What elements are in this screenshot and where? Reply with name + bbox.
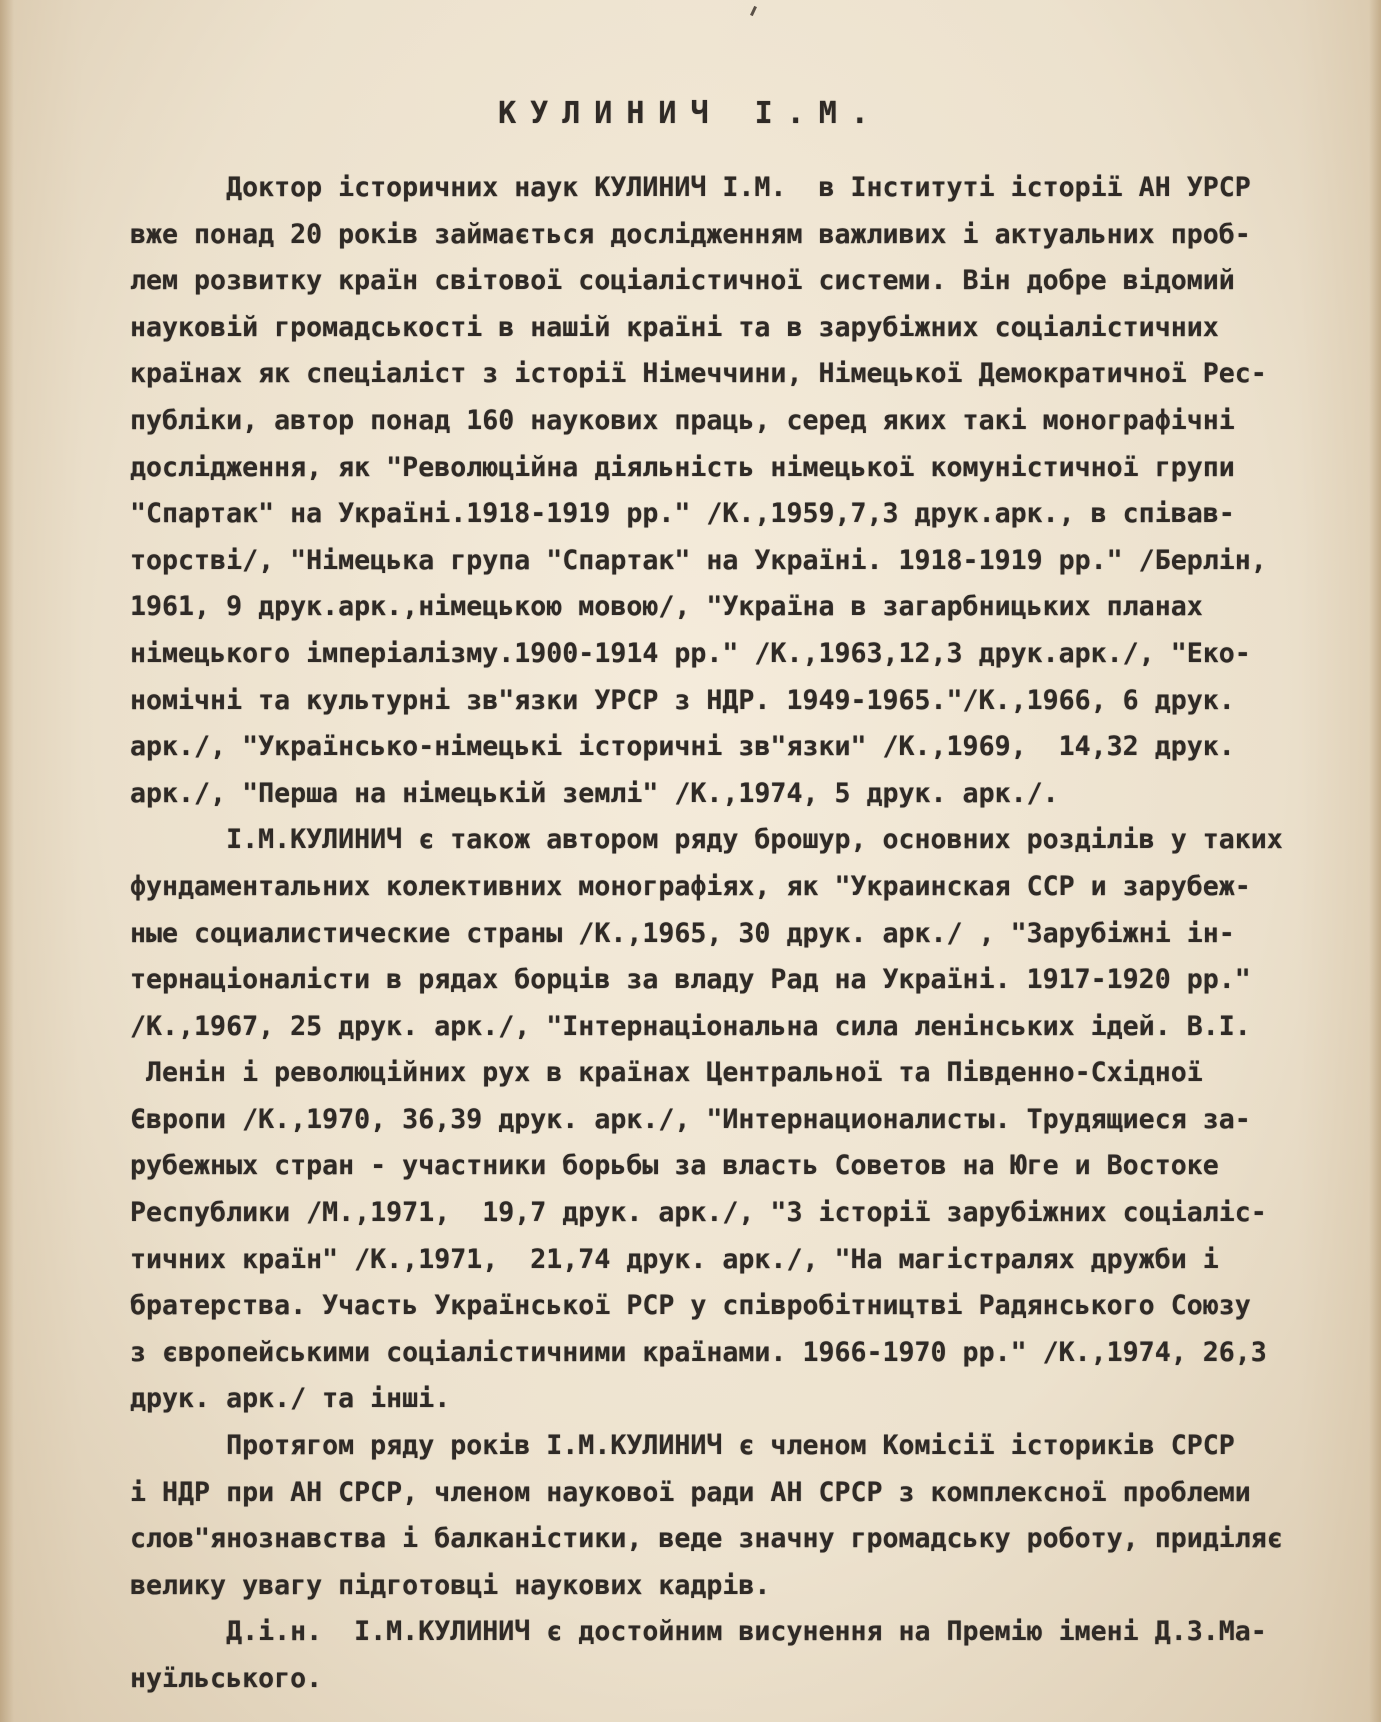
text-line: з європейськими соціалістичними країнами. 1966-1970 рр." /К.,1974, 26,3 [130, 1336, 1267, 1368]
text-line: торстві/, "Німецька група "Спартак" на Україні. 1918-1919 рр." /Берлін, [130, 544, 1267, 576]
text-line: арк./, "Перша на німецькій землі" /К.,1974, 5 друк. арк./. [130, 777, 1059, 809]
text-line: тернаціоналісти в рядах борців за владу Рад на Україні. 1917-1920 рр." [130, 964, 1251, 996]
text-line: публіки, автор понад 160 наукових праць, серед яких такі монографічні [130, 404, 1235, 436]
text-line: Європи /К.,1970, 36,39 друк. арк./, "Интернационалисты. Трудящиеся за- [130, 1103, 1251, 1135]
text-line: братерства. Участь Української РСР у співробітництві Радянського Союзу [130, 1290, 1251, 1322]
text-line: І.М.КУЛИНИЧ є також автором ряду брошур, основних розділів у таких [130, 824, 1283, 856]
paper-left-edge-shadow [0, 0, 14, 1722]
text-line: велику увагу підготовці наукових кадрів. [130, 1569, 771, 1601]
text-line: і НДР при АН СРСР, членом наукової ради АН СРСР з комплексної проблеми [130, 1476, 1251, 1508]
text-line: країнах як спеціаліст з історії Німеччини, Німецької Демократичної Рес- [130, 358, 1267, 390]
text-line: науковій громадськості в нашій країні та в зарубіжних соціалістичних [130, 311, 1219, 343]
text-line: 1961, 9 друк.арк.,німецькою мовою/, "Україна в загарбницьких планах [130, 591, 1203, 623]
text-line: Протягом ряду років І.М.КУЛИНИЧ є членом Комісії істориків СРСР [130, 1430, 1235, 1462]
text-line: тичних країн" /К.,1971, 21,74 друк. арк./, "На магістралях дружби і [130, 1243, 1219, 1275]
text-line: рубежных стран - участники борьбы за власть Советов на Юге и Востоке [130, 1150, 1219, 1182]
document-body [130, 165, 1370, 1703]
text-line: Д.і.н. І.М.КУЛИНИЧ є достойним висунення на Премію імені Д.З.Ма- [130, 1616, 1267, 1648]
text-line: друк. арк./ та інші. [130, 1383, 451, 1415]
stray-ink-mark [750, 6, 757, 16]
text-line: нуїльського. [130, 1663, 323, 1694]
text-line: лем розвитку країн світової соціалістичної системи. Він добре відомий [130, 265, 1235, 297]
paper-right-edge-shadow [1369, 0, 1381, 1722]
text-line: вже понад 20 років займається дослідженням важливих і актуальних проб- [130, 218, 1251, 250]
text-line: ные социалистические страны /К.,1965, 30 друк. арк./ , "Зарубіжні ін- [130, 917, 1235, 949]
text-line: номічні та культурні зв"язки УРСР з НДР. 1949-1965."/К.,1966, 6 друк. [130, 684, 1235, 716]
document-title: КУЛИНИЧ І.М. [498, 96, 883, 131]
text-line: Республики /М.,1971, 19,7 друк. арк./, "З історії зарубіжних соціаліс- [130, 1197, 1267, 1229]
text-line: Доктор історичних наук КУЛИНИЧ І.М. в Інституті історії АН УРСР [130, 172, 1251, 203]
text-line: Ленін і революційних рух в країнах Центральної та Південно-Східної [130, 1057, 1203, 1089]
text-line: /К.,1967, 25 друк. арк./, "Інтернаціональна сила ленінських ідей. В.І. [130, 1010, 1251, 1042]
text-line: дослідження, як "Революційна діяльність німецької комуністичної групи [130, 451, 1235, 483]
text-line: арк./, "Українсько-німецькі історичні зв"язки" /К.,1969, 14,32 друк. [130, 731, 1235, 763]
text-line: слов"янознавства і балканістики, веде значну громадську роботу, приділяє [130, 1523, 1283, 1555]
text-line: німецького імперіалізму.1900-1914 рр." /К.,1963,12,3 друк.арк./, "Еко- [130, 637, 1251, 669]
text-line: "Спартак" на Україні.1918-1919 рр." /К.,1959,7,3 друк.арк., в співав- [130, 498, 1235, 530]
text-line: фундаментальних колективних монографіях, як "Украинская ССР и зарубеж- [130, 870, 1251, 902]
